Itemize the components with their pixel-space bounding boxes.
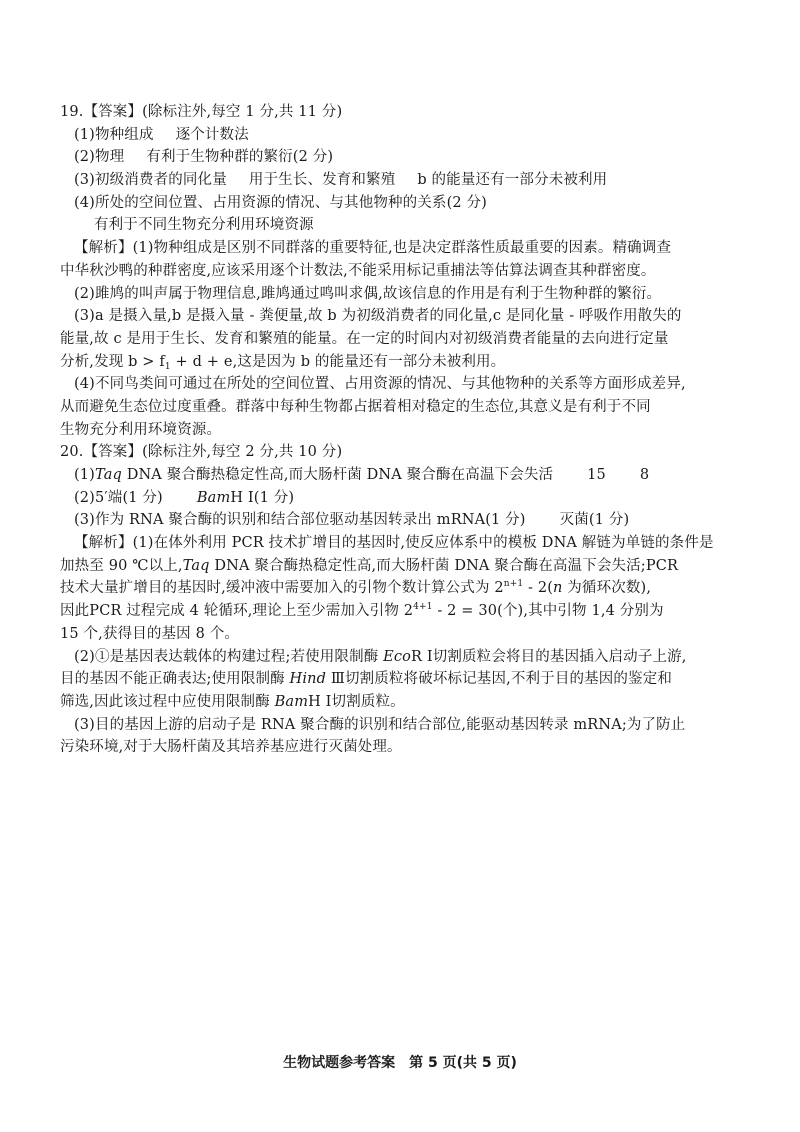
q19-analysis-3-line2: 能量,故 c 是用于生长、发育和繁殖的能量。在一定的时间内对初级消费者能量的去向进行定量 xyxy=(60,330,669,347)
q19-analysis-1-line2: 中华秋沙鸭的种群密度,应该采用逐个计数法,不能采用标记重捕法等估算法调查其种群密度。 xyxy=(60,262,656,279)
q20-analysis-1-line2: 加热至 90 ℃以上,Taq DNA 聚合酶热稳定性高,而大肠杆菌 DNA 聚合酶在高温下会失活;PCR xyxy=(60,557,679,574)
q19-analysis-3-line1: (3)a 是摄入量,b 是摄入量 - 粪便量,故 b 为初级消费者的同化量,c 是同化量 - 呼吸作用散失的 xyxy=(74,308,682,325)
q19-analysis-4-line3: 生物充分利用环境资源。 xyxy=(60,421,222,438)
q19-analysis-2: (2)雎鸠的叫声属于物理信息,雎鸠通过鸣叫求偶,故该信息的作用是有利于生物种群的繁衍。 xyxy=(74,285,662,302)
q19-answer-3: (3)初级消费者的同化量 用于生长、发育和繁殖 b 的能量还有一部分未被利用 xyxy=(74,172,608,189)
q19-analysis-4-line1: (4)不同鸟类间可通过在所处的空间位置、占用资源的情况、与其他物种的关系等方面形成差异, xyxy=(74,376,686,393)
q20-analysis-2-line3: 筛选,因此该过程中应使用限制酶 BamH Ⅰ切割质粒。 xyxy=(60,693,405,710)
q20-analysis-2-line2: 目的基因不能正确表达;使用限制酶 Hind Ⅲ切割质粒将破坏标记基因,不利于目的基因的鉴定和 xyxy=(60,671,673,688)
answer-content xyxy=(60,101,750,759)
q20-analysis-1-line5: 15 个,获得目的基因 8 个。 xyxy=(60,625,240,642)
q19-analysis-4-line2: 从而避免生态位过度重叠。群落中每种生物都占据着相对稳定的生态位,其意义是有利于不同 xyxy=(60,398,651,415)
q20-header: 20.【答案】(除标注外,每空 2 分,共 10 分) xyxy=(60,444,343,461)
q20-answer-3: (3)作为 RNA 聚合酶的识别和结合部位驱动基因转录出 mRNA(1 分) 灭菌(1 分) xyxy=(74,512,630,529)
q19-analysis-1-line1: 【解析】(1)物种组成是区别不同群落的重要特征,也是决定群落性质最重要的因素。精确调查 xyxy=(74,240,672,257)
q20-analysis-2-line1: (2)①是基因表达载体的构建过程;若使用限制酶 EcoR Ⅰ切割质粒会将目的基因插入启动子上游, xyxy=(74,648,687,665)
q20-analysis-3-line2: 污染环境,对于大肠杆菌及其培养基应进行灭菌处理。 xyxy=(60,739,402,756)
q19-answer-1: (1)物种组成 逐个计数法 xyxy=(74,126,249,143)
q19-answer-2: (2)物理 有利于生物种群的繁衍(2 分) xyxy=(74,149,334,166)
q20-answer-2: (2)5′端(1 分) BamH Ⅰ(1 分) xyxy=(74,489,295,506)
q19-analysis-3-line3: 分析,发现 $b > f_1 + d + e$,这是因为 b 的能量还有一部分未被利用。 xyxy=(60,353,506,372)
q19-header: 19.【答案】(除标注外,每空 1 分,共 11 分) xyxy=(60,104,343,120)
page-footer: 生物试题参考答案 第 5 页(共 5 页) xyxy=(283,1055,517,1071)
q20-answer-1: (1)Taq DNA 聚合酶热稳定性高,而大肠杆菌 DNA 聚合酶在高温下会失活 15 8 xyxy=(74,467,650,483)
q19-answer-4: (4)所处的空间位置、占用资源的情况、与其他物种的关系(2 分) xyxy=(74,194,487,211)
q20-analysis-3-line1: (3)目的基因上游的启动子是 RNA 聚合酶的识别和结合部位,能驱动基因转录 mRNA;为了防止 xyxy=(74,716,686,733)
q20-analysis-1-line4: 因此PCR 过程完成 4 轮循环,理论上至少需加入引物 $2^{4+1} - 2 = 30$(个),其中引物 1,4 分别为 xyxy=(60,602,664,620)
q20-analysis-1-line3: 技术大量扩增目的基因时,缓冲液中需要加入的引物个数计算公式为 $2^{n+1} - 2(n$ 为循环次数), xyxy=(60,579,652,597)
q19-answer-4b: 有利于不同生物充分利用环境资源 xyxy=(94,217,314,234)
q20-analysis-1-line1: 【解析】(1)在体外利用 PCR 技术扩增目的基因时,使反应体系中的模板 DNA 解链为单链的条件是 xyxy=(74,535,714,552)
